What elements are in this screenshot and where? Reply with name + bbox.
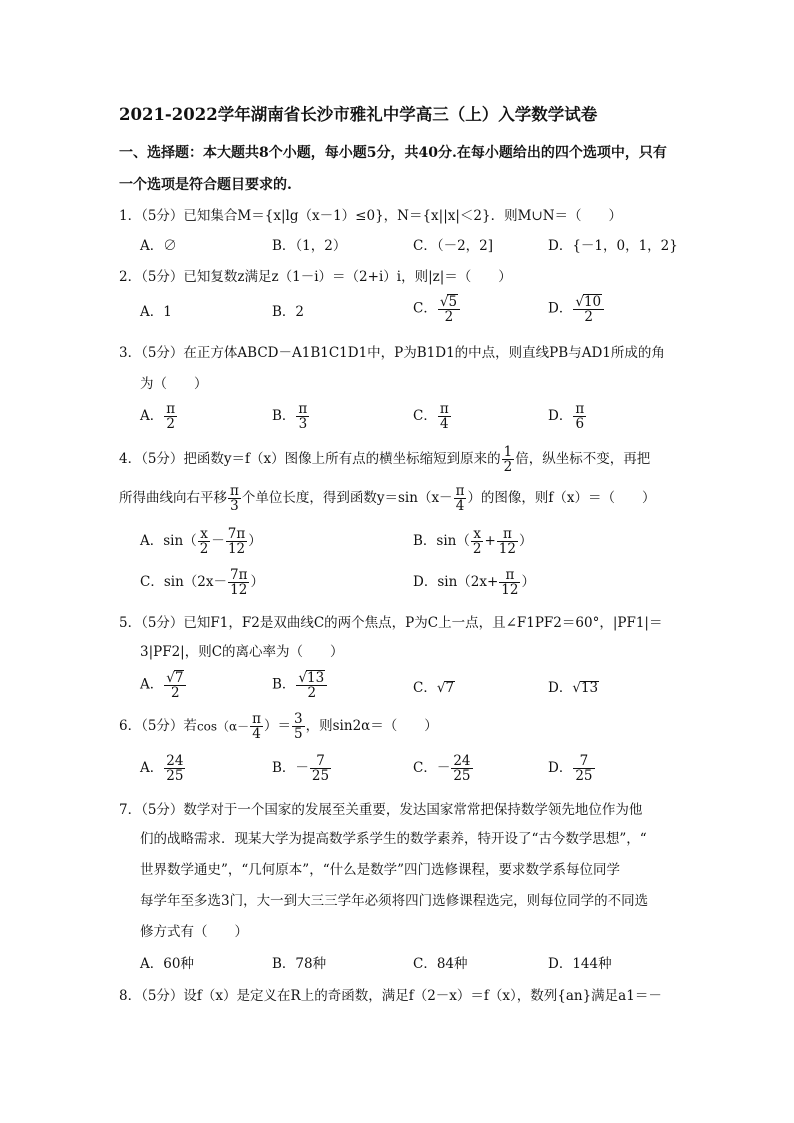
- q5-option-a: A． $\frac{√7}{2}$: [140, 670, 187, 700]
- q7-line1: 7．（5分）数学对于一个国家的发展至关重要，发达国家常常把保持数学领先地位作为他: [119, 802, 643, 818]
- q7-line5: 修方式有（ ）: [140, 924, 248, 940]
- q2-option-d: D． $\frac{√10}{2}$: [548, 294, 605, 324]
- q4-option-b: B．sin（ $\frac{x}{2}$ + $\frac{\pi}{12}$ ）: [413, 526, 533, 558]
- q4-option-c: C．sin（2x－ $\frac{7\pi}{12}$ ）: [140, 567, 264, 599]
- q5-option-d: D．√13: [548, 680, 599, 696]
- q6-stem: 6．（5分）若cos（α－ $\frac{\pi}{4}$ ）＝ $\frac{3}{5}$ ，则sin2α＝（ ）: [119, 711, 438, 743]
- q2-stem: 2．（5分）已知复数z满足z（1－i）＝（2+i）i，则|z|＝（ ）: [119, 269, 512, 285]
- q2-option-b: B．2: [272, 304, 305, 320]
- q4-line1: 4．（5分）把函数y＝f（x）图像上所有点的横坐标缩短到原来的 $\frac{1}{2}$ 倍，纵坐标不变，再把: [119, 444, 651, 476]
- q1-stem: 1．（5分）已知集合M＝{x|lg（x－1）≤0}，N＝{x||x|＜2}．则M∪N＝（ ）: [119, 208, 623, 224]
- q1-option-b: B．（1，2）: [272, 238, 347, 254]
- q2-option-c: C． $\frac{√5}{2}$: [413, 294, 461, 324]
- q3-option-b: B． $\frac{\pi}{3}$: [272, 401, 308, 433]
- q4-option-d: D．sin（2x+ $\frac{\pi}{12}$ ）: [413, 567, 535, 599]
- q7-option-d: D．144种: [548, 956, 612, 972]
- q3-option-a: A． $\frac{\pi}{2}$: [140, 401, 176, 433]
- section-heading-line2: 一个选项是符合题目要求的.: [119, 177, 292, 193]
- q8-line1: 8．（5分）设f（x）是定义在R上的奇函数，满足f（2－x）＝f（x），数列{an}满足a1＝－: [119, 988, 662, 1004]
- q7-option-a: A．60种: [140, 956, 194, 972]
- section-heading-line1: 一、选择题：本大题共8个小题，每小题5分，共40分.在每小题给出的四个选项中，只有: [119, 145, 667, 161]
- q1-option-a: A．∅: [140, 238, 177, 254]
- q2-option-a: A．1: [140, 304, 172, 320]
- q6-option-b: B．－ $\frac{7}{25}$: [272, 753, 330, 785]
- q7-option-b: B．78种: [272, 956, 327, 972]
- page-title: 2021-2022学年湖南省长沙市雅礼中学高三（上）入学数学试卷: [119, 105, 598, 124]
- q1-option-c: C．（－2，2]: [413, 238, 494, 254]
- q6-option-a: A． $\frac{24}{25}$: [140, 753, 184, 785]
- q4-option-a: A．sin（ $\frac{x}{2}$ － $\frac{7\pi}{12}$ ）: [140, 526, 262, 558]
- q7-option-c: C．84种: [413, 956, 468, 972]
- q5-option-b: B． $\frac{√13}{2}$: [272, 670, 328, 700]
- q3-line2: 为（ ）: [140, 376, 208, 392]
- q5-option-c: C．√7: [413, 680, 455, 696]
- q3-option-c: C． $\frac{\pi}{4}$: [413, 401, 449, 433]
- q3-line1: 3．（5分）在正方体ABCD－A1B1C1D1中，P为B1D1的中点，则直线PB与AD1所成的角: [119, 345, 665, 361]
- q7-line3: 世界数学通史”，“几何原本”，“什么是数学”四门选修课程，要求数学系每位同学: [140, 862, 621, 878]
- q7-line2: 们的战略需求．现某大学为提高数学系学生的数学素养，特开设了“古今数学思想”，“: [140, 831, 647, 847]
- q4-line2: 所得曲线向右平移 $\frac{\pi}{3}$ 个单位长度，得到函数y＝sin（x－ $\frac{\pi}{4}$ ）的图像，则f（x）＝（ ）: [119, 483, 656, 515]
- q5-line2: 3|PF2|，则C的离心率为（ ）: [140, 644, 344, 660]
- q5-line1: 5．（5分）已知F1，F2是双曲线C的两个焦点，P为C上一点，且∠F1PF2＝60°，|PF1|＝: [119, 615, 663, 631]
- q3-option-d: D． $\frac{\pi}{6}$: [548, 401, 585, 433]
- q7-line4: 每学年至多选3门，大一到大三三学年必须将四门选修课程选完，则每位同学的不同选: [140, 893, 649, 909]
- q6-option-c: C．－ $\frac{24}{25}$: [413, 753, 471, 785]
- q6-option-d: D． $\frac{7}{25}$: [548, 753, 593, 785]
- q1-option-d: D．{－1，0，1，2}: [548, 238, 678, 254]
